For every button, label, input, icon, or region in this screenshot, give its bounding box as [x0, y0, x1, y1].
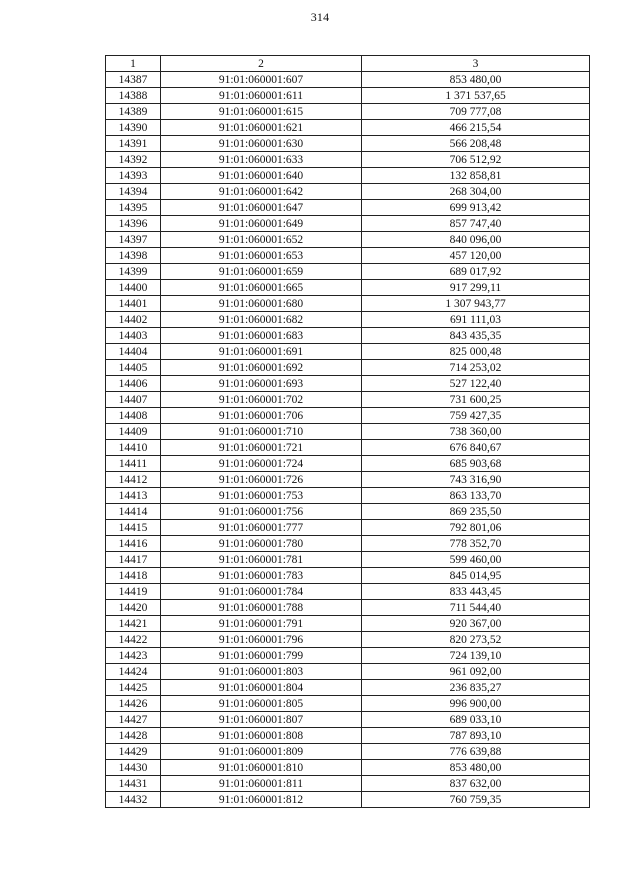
value-cell: 760 759,35 [362, 792, 590, 808]
cadastral-number-cell: 91:01:060001:665 [161, 280, 362, 296]
cadastral-number-cell: 91:01:060001:784 [161, 584, 362, 600]
header-row [106, 56, 590, 72]
table-row [106, 344, 590, 360]
table-row [106, 296, 590, 312]
cadastral-number-cell: 91:01:060001:706 [161, 408, 362, 424]
cadastral-number-cell: 91:01:060001:630 [161, 136, 362, 152]
cadastral-number-cell: 91:01:060001:691 [161, 344, 362, 360]
row-number-cell: 14409 [106, 424, 161, 440]
row-number-cell: 14424 [106, 664, 161, 680]
value-cell: 787 893,10 [362, 728, 590, 744]
cadastral-number-cell: 91:01:060001:788 [161, 600, 362, 616]
row-number-cell: 14395 [106, 200, 161, 216]
row-number-cell: 14408 [106, 408, 161, 424]
value-cell: 724 139,10 [362, 648, 590, 664]
cadastral-number-cell: 91:01:060001:642 [161, 184, 362, 200]
value-cell: 236 835,27 [362, 680, 590, 696]
value-cell: 457 120,00 [362, 248, 590, 264]
table-row [106, 712, 590, 728]
cadastral-number-cell: 91:01:060001:803 [161, 664, 362, 680]
value-cell: 706 512,92 [362, 152, 590, 168]
value-cell: 845 014,95 [362, 568, 590, 584]
column-header-number: 1 [106, 56, 161, 72]
value-cell: 714 253,02 [362, 360, 590, 376]
cadastral-number-cell: 91:01:060001:621 [161, 120, 362, 136]
table-row [106, 216, 590, 232]
row-number-cell: 14426 [106, 696, 161, 712]
value-cell: 825 000,48 [362, 344, 590, 360]
cadastral-number-cell: 91:01:060001:683 [161, 328, 362, 344]
table-row [106, 168, 590, 184]
cadastral-number-cell: 91:01:060001:805 [161, 696, 362, 712]
value-cell: 132 858,81 [362, 168, 590, 184]
row-number-cell: 14391 [106, 136, 161, 152]
cadastral-number-cell: 91:01:060001:807 [161, 712, 362, 728]
table-row [106, 376, 590, 392]
row-number-cell: 14402 [106, 312, 161, 328]
table-row [106, 520, 590, 536]
cadastral-number-cell: 91:01:060001:653 [161, 248, 362, 264]
row-number-cell: 14411 [106, 456, 161, 472]
cadastral-number-cell: 91:01:060001:640 [161, 168, 362, 184]
table-body [106, 72, 590, 808]
value-cell: 869 235,50 [362, 504, 590, 520]
value-cell: 743 316,90 [362, 472, 590, 488]
cadastral-number-cell: 91:01:060001:777 [161, 520, 362, 536]
value-cell: 863 133,70 [362, 488, 590, 504]
row-number-cell: 14421 [106, 616, 161, 632]
cadastral-number-cell: 91:01:060001:692 [161, 360, 362, 376]
cadastral-number-cell: 91:01:060001:659 [161, 264, 362, 280]
table-row [106, 280, 590, 296]
value-cell: 920 367,00 [362, 616, 590, 632]
value-cell: 759 427,35 [362, 408, 590, 424]
page-number: 314 [310, 10, 330, 24]
cadastral-number-cell: 91:01:060001:647 [161, 200, 362, 216]
table-row [106, 648, 590, 664]
table-row [106, 136, 590, 152]
row-number-cell: 14403 [106, 328, 161, 344]
value-cell: 685 903,68 [362, 456, 590, 472]
table-row [106, 552, 590, 568]
value-cell: 691 111,03 [362, 312, 590, 328]
row-number-cell: 14414 [106, 504, 161, 520]
table-row [106, 728, 590, 744]
row-number-cell: 14412 [106, 472, 161, 488]
table-header [106, 56, 590, 72]
cadastral-number-cell: 91:01:060001:680 [161, 296, 362, 312]
table-row [106, 456, 590, 472]
value-cell: 776 639,88 [362, 744, 590, 760]
column-header-value: 3 [362, 56, 590, 72]
table-row [106, 88, 590, 104]
value-cell: 1 307 943,77 [362, 296, 590, 312]
table-row [106, 664, 590, 680]
row-number-cell: 14400 [106, 280, 161, 296]
cadastral-number-cell: 91:01:060001:812 [161, 792, 362, 808]
row-number-cell: 14388 [106, 88, 161, 104]
table-row [106, 680, 590, 696]
table-row [106, 104, 590, 120]
row-number-cell: 14422 [106, 632, 161, 648]
value-cell: 466 215,54 [362, 120, 590, 136]
row-number-cell: 14413 [106, 488, 161, 504]
table-row [106, 200, 590, 216]
row-number-cell: 14432 [106, 792, 161, 808]
row-number-cell: 14415 [106, 520, 161, 536]
row-number-cell: 14398 [106, 248, 161, 264]
table-row [106, 760, 590, 776]
table-row [106, 600, 590, 616]
cadastral-number-cell: 91:01:060001:652 [161, 232, 362, 248]
row-number-cell: 14428 [106, 728, 161, 744]
row-number-cell: 14406 [106, 376, 161, 392]
row-number-cell: 14393 [106, 168, 161, 184]
value-cell: 778 352,70 [362, 536, 590, 552]
table-row [106, 312, 590, 328]
table-row [106, 152, 590, 168]
cadastral-number-cell: 91:01:060001:811 [161, 776, 362, 792]
cadastral-number-cell: 91:01:060001:756 [161, 504, 362, 520]
value-cell: 738 360,00 [362, 424, 590, 440]
row-number-cell: 14418 [106, 568, 161, 584]
row-number-cell: 14405 [106, 360, 161, 376]
cadastral-number-cell: 91:01:060001:649 [161, 216, 362, 232]
table-row [106, 408, 590, 424]
value-cell: 676 840,67 [362, 440, 590, 456]
cadastral-number-cell: 91:01:060001:809 [161, 744, 362, 760]
table-row [106, 248, 590, 264]
cadastral-number-cell: 91:01:060001:753 [161, 488, 362, 504]
value-cell: 843 435,35 [362, 328, 590, 344]
table-row [106, 120, 590, 136]
cadastral-number-cell: 91:01:060001:611 [161, 88, 362, 104]
row-number-cell: 14419 [106, 584, 161, 600]
table-row [106, 776, 590, 792]
cadastral-number-cell: 91:01:060001:791 [161, 616, 362, 632]
row-number-cell: 14430 [106, 760, 161, 776]
table-row [106, 232, 590, 248]
row-number-cell: 14407 [106, 392, 161, 408]
value-cell: 833 443,45 [362, 584, 590, 600]
row-number-cell: 14394 [106, 184, 161, 200]
cadastral-number-cell: 91:01:060001:615 [161, 104, 362, 120]
value-cell: 853 480,00 [362, 760, 590, 776]
table-row [106, 696, 590, 712]
row-number-cell: 14399 [106, 264, 161, 280]
row-number-cell: 14416 [106, 536, 161, 552]
row-number-cell: 14401 [106, 296, 161, 312]
value-cell: 689 017,92 [362, 264, 590, 280]
table-row [106, 360, 590, 376]
value-cell: 917 299,11 [362, 280, 590, 296]
cadastral-number-cell: 91:01:060001:781 [161, 552, 362, 568]
cadastral-number-cell: 91:01:060001:721 [161, 440, 362, 456]
table-row [106, 424, 590, 440]
row-number-cell: 14420 [106, 600, 161, 616]
row-number-cell: 14417 [106, 552, 161, 568]
row-number-cell: 14429 [106, 744, 161, 760]
table-row [106, 472, 590, 488]
cadastral-number-cell: 91:01:060001:702 [161, 392, 362, 408]
table-row [106, 392, 590, 408]
table-row [106, 584, 590, 600]
cadastral-number-cell: 91:01:060001:810 [161, 760, 362, 776]
cadastral-number-cell: 91:01:060001:724 [161, 456, 362, 472]
value-cell: 853 480,00 [362, 72, 590, 88]
table-row [106, 632, 590, 648]
cadastral-value-table [105, 55, 590, 808]
value-cell: 961 092,00 [362, 664, 590, 680]
row-number-cell: 14397 [106, 232, 161, 248]
value-cell: 268 304,00 [362, 184, 590, 200]
value-cell: 566 208,48 [362, 136, 590, 152]
value-cell: 527 122,40 [362, 376, 590, 392]
table-row [106, 744, 590, 760]
table-row [106, 328, 590, 344]
table-row [106, 504, 590, 520]
row-number-cell: 14425 [106, 680, 161, 696]
cadastral-number-cell: 91:01:060001:796 [161, 632, 362, 648]
table-row [106, 792, 590, 808]
row-number-cell: 14410 [106, 440, 161, 456]
value-cell: 709 777,08 [362, 104, 590, 120]
row-number-cell: 14431 [106, 776, 161, 792]
cadastral-number-cell: 91:01:060001:682 [161, 312, 362, 328]
cadastral-number-cell: 91:01:060001:780 [161, 536, 362, 552]
table-row [106, 488, 590, 504]
cadastral-number-cell: 91:01:060001:726 [161, 472, 362, 488]
row-number-cell: 14387 [106, 72, 161, 88]
row-number-cell: 14404 [106, 344, 161, 360]
value-cell: 996 900,00 [362, 696, 590, 712]
cadastral-number-cell: 91:01:060001:783 [161, 568, 362, 584]
table-row [106, 536, 590, 552]
cadastral-number-cell: 91:01:060001:607 [161, 72, 362, 88]
table-row [106, 616, 590, 632]
value-cell: 689 033,10 [362, 712, 590, 728]
cadastral-number-cell: 91:01:060001:633 [161, 152, 362, 168]
row-number-cell: 14396 [106, 216, 161, 232]
row-number-cell: 14427 [106, 712, 161, 728]
row-number-cell: 14390 [106, 120, 161, 136]
table-row [106, 72, 590, 88]
cadastral-number-cell: 91:01:060001:693 [161, 376, 362, 392]
table-row [106, 184, 590, 200]
table-row [106, 568, 590, 584]
cadastral-number-cell: 91:01:060001:710 [161, 424, 362, 440]
cadastral-number-cell: 91:01:060001:799 [161, 648, 362, 664]
value-cell: 837 632,00 [362, 776, 590, 792]
value-cell: 1 371 537,65 [362, 88, 590, 104]
value-cell: 699 913,42 [362, 200, 590, 216]
cadastral-number-cell: 91:01:060001:804 [161, 680, 362, 696]
cadastral-number-cell: 91:01:060001:808 [161, 728, 362, 744]
value-cell: 792 801,06 [362, 520, 590, 536]
value-cell: 711 544,40 [362, 600, 590, 616]
value-cell: 731 600,25 [362, 392, 590, 408]
table-row [106, 440, 590, 456]
value-cell: 840 096,00 [362, 232, 590, 248]
row-number-cell: 14389 [106, 104, 161, 120]
row-number-cell: 14392 [106, 152, 161, 168]
column-header-cadastral-number: 2 [161, 56, 362, 72]
value-cell: 599 460,00 [362, 552, 590, 568]
table-row [106, 264, 590, 280]
value-cell: 857 747,40 [362, 216, 590, 232]
row-number-cell: 14423 [106, 648, 161, 664]
value-cell: 820 273,52 [362, 632, 590, 648]
